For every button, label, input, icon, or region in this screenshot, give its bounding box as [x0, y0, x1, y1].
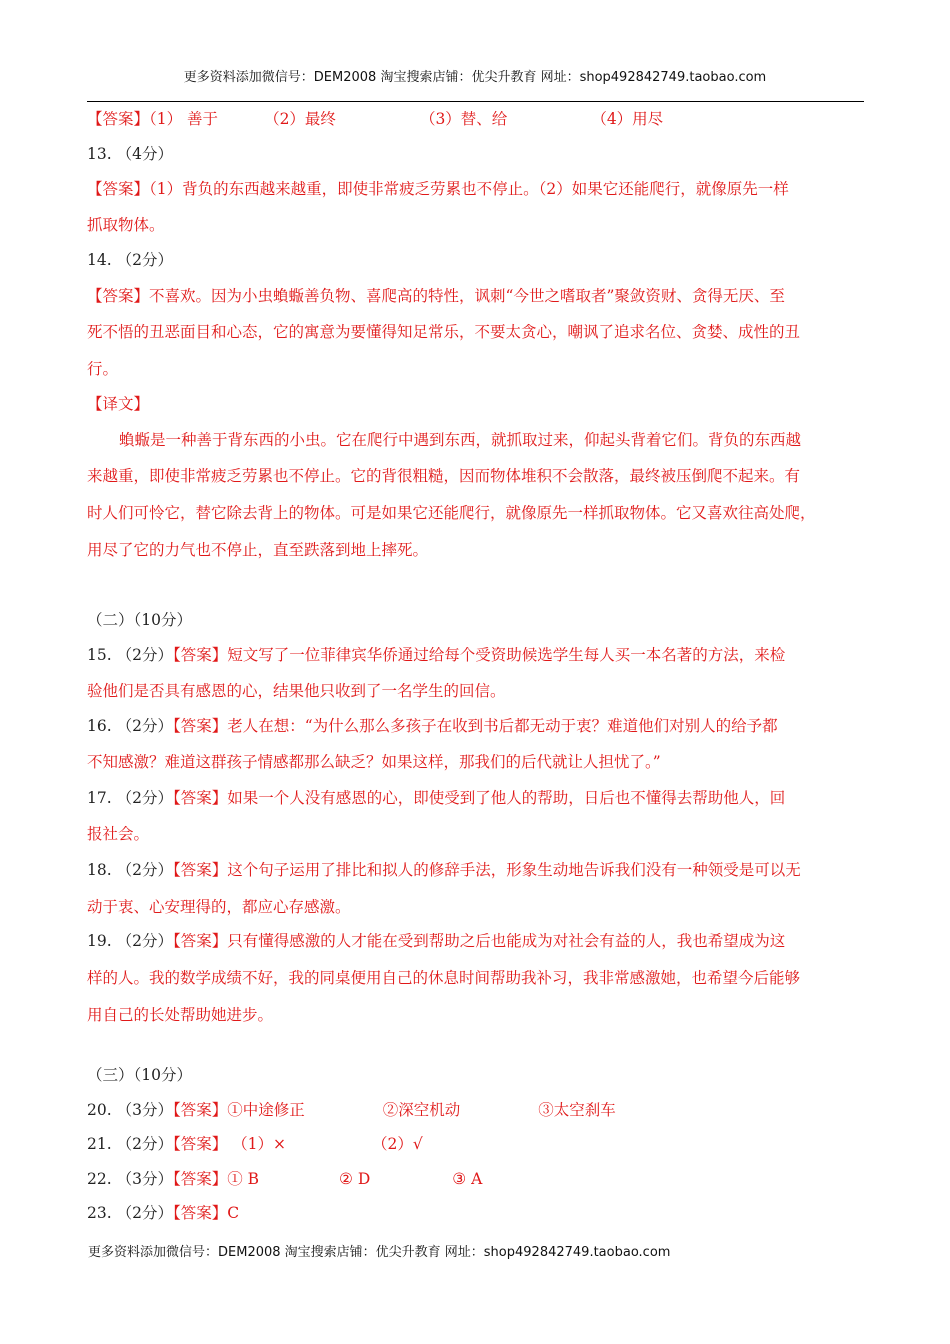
q12-answer-3: （3）替、给 — [419, 110, 508, 128]
q16-answer-text: 老人在想：“为什么那么多孩子在收到书后都无动于衷？难道他们对别人的给予都 — [227, 717, 778, 735]
q21-line — [87, 1134, 423, 1154]
answer-tag: 【答案】 — [172, 932, 228, 950]
q23-line — [87, 1203, 239, 1223]
translation-line-2: 来越重，即使非常疲乏劳累也不停止。它的背很粗糙，因而物体堆积不会散落，最终被压倒爬不起来。有 — [87, 467, 801, 485]
q20-line — [87, 1100, 616, 1120]
q18-label: 18. （2分） — [87, 861, 173, 879]
q13-label: 13. （4分） — [87, 145, 173, 163]
q23-answer-1: C — [227, 1204, 240, 1222]
q21-label: 21. （2分） — [87, 1135, 173, 1153]
answer-tag: 【答案】 — [172, 1135, 228, 1153]
q14-answer-line-1 — [87, 286, 785, 306]
q22-answer-3: ③ A — [452, 1170, 483, 1188]
q17-label: 17. （2分） — [87, 789, 173, 807]
q13-answer-line-1 — [87, 179, 789, 199]
q12-answer-4: （4）用尽 — [591, 110, 664, 128]
q13-answer-line-2: 抓取物体。 — [87, 216, 165, 234]
q14-answer-text: 不喜欢。因为小虫蝜蝂善负物、喜爬高的特性，讽刺“今世之嗜取者”聚敛资财、贪得无厌、至 — [149, 287, 785, 305]
q14-label: 14. （2分） — [87, 251, 173, 269]
q22-answer-1: ① B — [227, 1170, 260, 1188]
answer-tag: 【答案】 — [172, 646, 228, 664]
q21-answer-1: （1）× — [227, 1135, 286, 1153]
q12-answer-1: （1） 善于 — [149, 110, 219, 128]
q15-line-1 — [87, 645, 785, 665]
q12-answer-2: （2）最终 — [264, 110, 336, 128]
answer-tag: 【答案】 — [172, 717, 228, 735]
answer-tag: 【答案】 — [87, 287, 150, 305]
q18-line-2: 动于衷、心安理得的，都应心存感激。 — [87, 898, 351, 916]
q15-line-2: 验他们是否具有感恩的心，结果他只收到了一名学生的回信。 — [87, 682, 506, 700]
q19-line-3: 用自己的长处帮助她进步。 — [87, 1006, 274, 1024]
q14-answer-line-3: 行。 — [87, 360, 119, 378]
q13-answer-text: （1）背负的东西越来越重，即使非常疲乏劳累也不停止。（2）如果它还能爬行，就像原先一样 — [149, 180, 789, 198]
q17-line-2: 报社会。 — [87, 825, 150, 843]
q18-line-1 — [87, 860, 801, 880]
q16-line-1 — [87, 716, 778, 736]
answer-tag: 【答案】 — [172, 1170, 228, 1188]
q14-answer-line-2: 死不悟的丑恶面目和心态，它的寓意为要懂得知足常乐，不要太贪心，嘲讽了追求名位、贪婪、成性的丑 — [87, 323, 801, 341]
q18-answer-text: 这个句子运用了排比和拟人的修辞手法，形象生动地告诉我们没有一种领受是可以无 — [227, 861, 801, 879]
translation-line-4: 用尽了它的力气也不停止，直至跌落到地上摔死。 — [87, 541, 429, 559]
q23-label: 23. （2分） — [87, 1204, 173, 1222]
answer-tag: 【答案】 — [172, 1204, 228, 1222]
header-divider — [87, 101, 864, 102]
q21-answer-2: （2）√ — [372, 1135, 423, 1153]
q16-line-2: 不知感激？难道这群孩子情感都那么缺乏？如果这样，那我们的后代就让人担忧了。” — [87, 753, 661, 771]
q20-answer-3: ③太空刹车 — [538, 1101, 616, 1119]
q22-line — [87, 1169, 482, 1189]
answer-tag: 【答案】 — [172, 789, 228, 807]
q20-label: 20. （3分） — [87, 1101, 173, 1119]
q19-line-2: 样的人。我的数学成绩不好，我的同桌便用自己的休息时间帮助我补习，我非常感激她，也希望今后能够 — [87, 969, 801, 987]
page-footer: 更多资料添加微信号：DEM2008 淘宝搜索店铺：优尖升教育 网址：shop492842749.taobao.com — [88, 1245, 671, 1260]
q19-answer-text: 只有懂得感激的人才能在受到帮助之后也能成为对社会有益的人，我也希望成为这 — [227, 932, 786, 950]
q15-answer-text: 短文写了一位菲律宾华侨通过给每个受资助候选学生每人买一本名著的方法，来检 — [227, 646, 786, 664]
answer-tag: 【答案】 — [172, 861, 228, 879]
q22-answer-2: ② D — [339, 1170, 371, 1188]
answer-tag: 【答案】 — [172, 1101, 228, 1119]
q20-answer-2: ②深空机动 — [382, 1101, 461, 1119]
q15-label: 15. （2分） — [87, 646, 173, 664]
translation-line-3: 时人们可怜它，替它除去背上的物体。可是如果它还能爬行，就像原先一样抓取物体。它又喜欢往高处爬， — [87, 504, 816, 522]
q19-line-1 — [87, 931, 785, 951]
translation-tag: 【译文】 — [87, 395, 150, 413]
q17-answer-text: 如果一个人没有感恩的心，即使受到了他人的帮助，日后也不懂得去帮助他人，回 — [227, 789, 786, 807]
section-3-title: （三）（10分） — [87, 1066, 192, 1084]
q20-answer-1: ①中途修正 — [227, 1101, 305, 1119]
section-2-title: （二）（10分） — [87, 611, 192, 629]
answer-tag: 【答案】 — [87, 110, 150, 128]
q22-label: 22. （3分） — [87, 1170, 173, 1188]
answer-tag: 【答案】 — [87, 180, 150, 198]
page-header: 更多资料添加微信号：DEM2008 淘宝搜索店铺：优尖升教育 网址：shop492842749.taobao.com — [183, 70, 767, 85]
q17-line-1 — [87, 788, 785, 808]
q19-label: 19. （2分） — [87, 932, 173, 950]
translation-line-1: 蝜蝂是一种善于背东西的小虫。它在爬行中遇到东西，就抓取过来，仰起头背着它们。背负的东西越 — [119, 431, 802, 449]
q16-label: 16. （2分） — [87, 717, 173, 735]
q12-answer-line — [87, 109, 663, 129]
